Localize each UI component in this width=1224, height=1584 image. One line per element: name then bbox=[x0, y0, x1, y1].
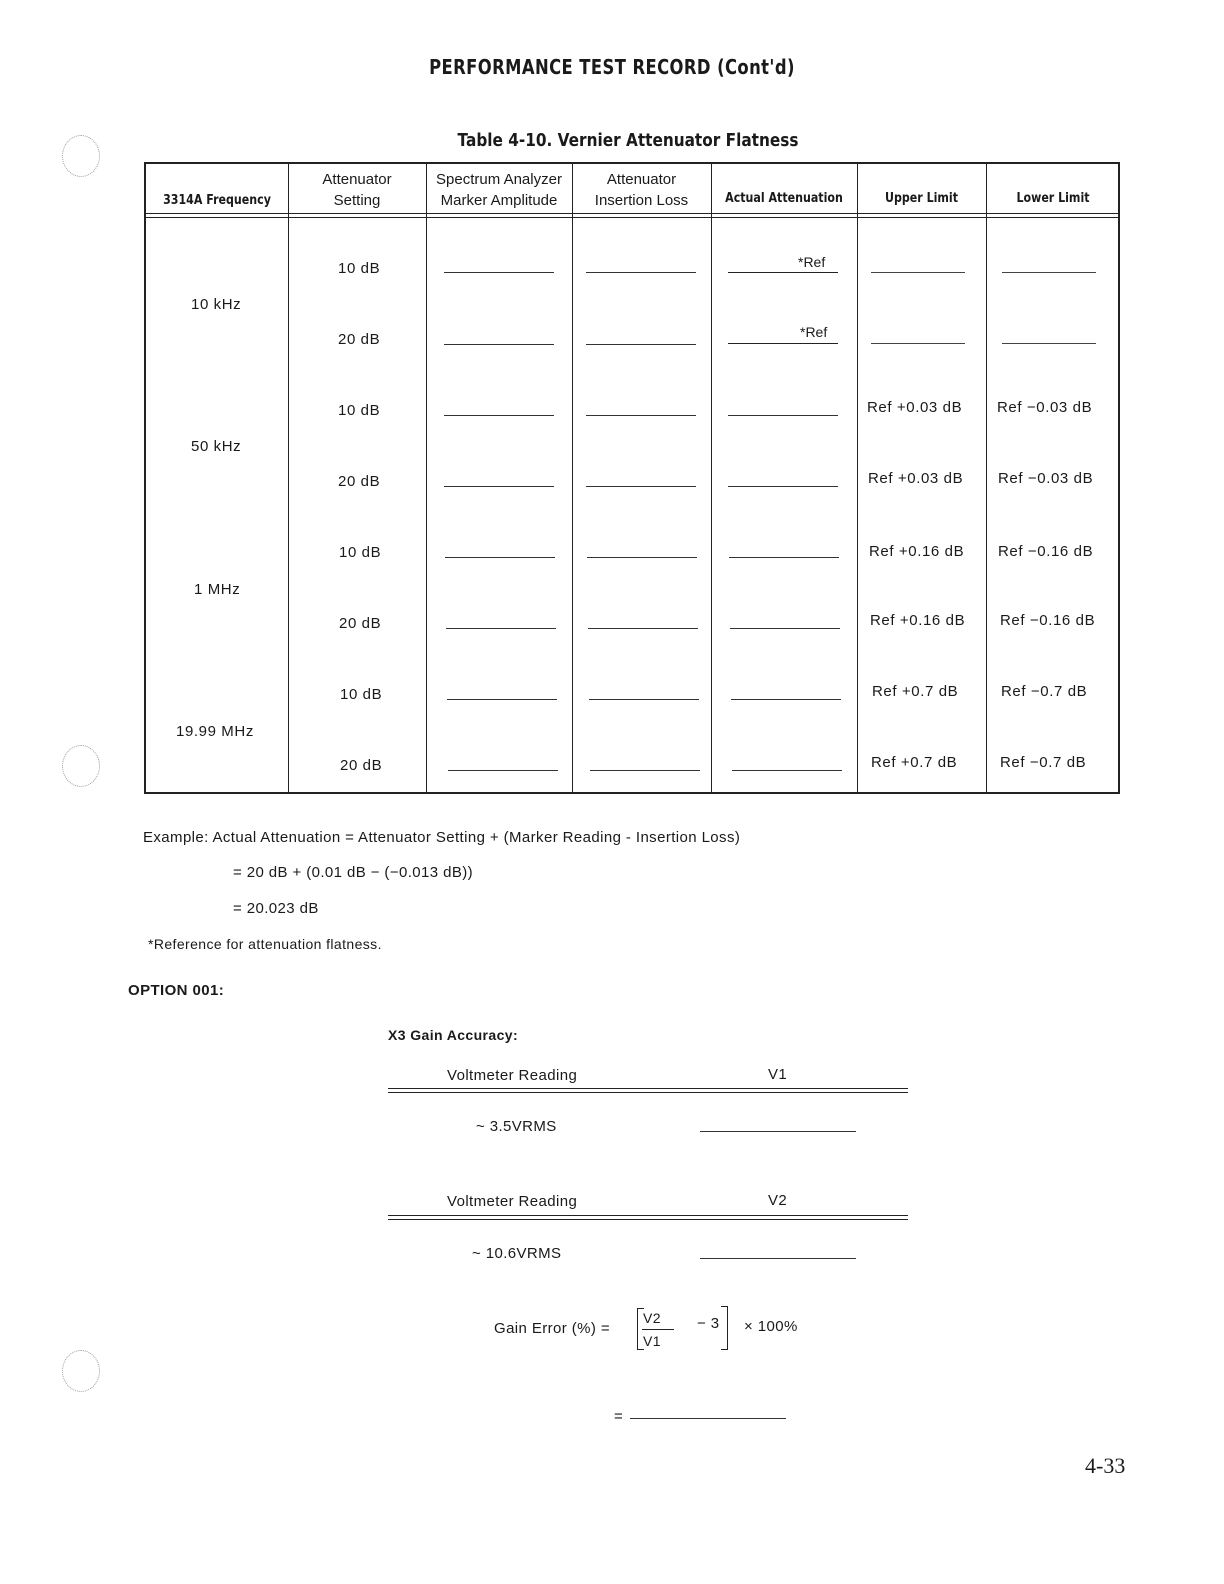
fraction-denominator: V1 bbox=[643, 1333, 661, 1349]
marker-amplitude-blank[interactable] bbox=[447, 699, 557, 700]
insertion-loss-blank[interactable] bbox=[586, 344, 696, 345]
vernier-flatness-table bbox=[144, 162, 1120, 794]
lower-limit-blank[interactable] bbox=[1002, 343, 1096, 344]
marker-amplitude-blank[interactable] bbox=[445, 557, 555, 558]
header-frequency: 3314A Frequency bbox=[163, 192, 271, 208]
frequency-label: 19.99 MHz bbox=[176, 723, 254, 740]
insertion-loss-blank[interactable] bbox=[589, 699, 699, 700]
upper-limit-blank[interactable] bbox=[871, 272, 965, 273]
lower-limit-value: Ref −0.16 dB bbox=[998, 543, 1094, 560]
insertion-loss-blank[interactable] bbox=[586, 415, 696, 416]
example-line: Example: Actual Attenuation = Attenuator Setting + (Marker Reading - Insertion Loss) bbox=[143, 829, 741, 846]
insertion-loss-blank[interactable] bbox=[586, 486, 696, 487]
attenuator-setting: 20 dB bbox=[340, 757, 383, 774]
attenuator-setting: 10 dB bbox=[338, 402, 381, 419]
frequency-label: 50 kHz bbox=[191, 438, 242, 455]
v1-reading: ~ 3.5VRMS bbox=[476, 1118, 557, 1135]
actual-attenuation-blank[interactable] bbox=[732, 770, 842, 771]
lower-limit-blank[interactable] bbox=[1002, 272, 1096, 273]
v2-answer-blank[interactable] bbox=[700, 1258, 856, 1259]
header-attenuator-setting: Attenuator Setting bbox=[322, 171, 392, 209]
binder-hole-middle bbox=[62, 745, 100, 787]
header-lower-limit: Lower Limit bbox=[1016, 190, 1090, 206]
gain-error-answer-blank[interactable] bbox=[630, 1418, 786, 1419]
footnote: *Reference for attenuation flatness. bbox=[148, 936, 382, 952]
fraction-bar bbox=[642, 1329, 674, 1330]
header-marker-amplitude: Spectrum Analyzer Marker Amplitude bbox=[436, 171, 562, 209]
frequency-label: 10 kHz bbox=[191, 296, 242, 313]
insertion-loss-blank[interactable] bbox=[588, 628, 698, 629]
lower-limit-value: Ref −0.16 dB bbox=[1000, 612, 1096, 629]
attenuator-setting: 20 dB bbox=[338, 331, 381, 348]
actual-attenuation-blank[interactable] bbox=[728, 486, 838, 487]
attenuator-setting: 10 dB bbox=[340, 686, 383, 703]
actual-attenuation-ref: *Ref bbox=[800, 324, 828, 340]
insertion-loss-blank[interactable] bbox=[590, 770, 700, 771]
upper-limit-value: Ref +0.7 dB bbox=[871, 754, 958, 771]
page-title: PERFORMANCE TEST RECORD (Cont'd) bbox=[429, 55, 795, 79]
actual-attenuation-blank[interactable] bbox=[728, 343, 838, 344]
header-upper-limit: Upper Limit bbox=[884, 190, 958, 206]
lower-limit-value: Ref −0.7 dB bbox=[1000, 754, 1087, 771]
voltmeter-reading-header: Voltmeter Reading bbox=[447, 1193, 578, 1210]
upper-limit-value: Ref +0.16 dB bbox=[869, 543, 965, 560]
actual-attenuation-blank[interactable] bbox=[728, 272, 838, 273]
actual-attenuation-blank[interactable] bbox=[731, 699, 841, 700]
header-actual-attenuation: Actual Attenuation bbox=[725, 190, 843, 206]
upper-limit-value: Ref +0.16 dB bbox=[870, 612, 966, 629]
table-title: Table 4-10. Vernier Attenuator Flatness bbox=[457, 130, 799, 151]
attenuator-setting: 20 dB bbox=[338, 473, 381, 490]
v1-header-rule bbox=[388, 1088, 908, 1093]
insertion-loss-blank[interactable] bbox=[586, 272, 696, 273]
v2-reading: ~ 10.6VRMS bbox=[472, 1245, 562, 1262]
marker-amplitude-blank[interactable] bbox=[444, 486, 554, 487]
attenuator-setting: 10 dB bbox=[338, 260, 381, 277]
actual-attenuation-blank[interactable] bbox=[730, 628, 840, 629]
v1-header: V1 bbox=[768, 1066, 788, 1083]
voltmeter-reading-header: Voltmeter Reading bbox=[447, 1067, 578, 1084]
upper-limit-value: Ref +0.03 dB bbox=[867, 399, 963, 416]
fraction-numerator: V2 bbox=[643, 1310, 661, 1326]
binder-hole-bottom bbox=[62, 1350, 100, 1392]
lower-limit-value: Ref −0.03 dB bbox=[997, 399, 1093, 416]
attenuator-setting: 10 dB bbox=[339, 544, 382, 561]
gain-error-label: Gain Error (%) = bbox=[494, 1320, 611, 1337]
actual-attenuation-blank[interactable] bbox=[728, 415, 838, 416]
insertion-loss-blank[interactable] bbox=[587, 557, 697, 558]
lower-limit-value: Ref −0.7 dB bbox=[1001, 683, 1088, 700]
example-line: = 20 dB + (0.01 dB − (−0.013 dB)) bbox=[233, 864, 474, 881]
attenuator-setting: 20 dB bbox=[339, 615, 382, 632]
example-line: = 20.023 dB bbox=[233, 900, 319, 917]
formula-subtract: − 3 bbox=[697, 1315, 720, 1332]
marker-amplitude-blank[interactable] bbox=[446, 628, 556, 629]
result-equals: = bbox=[614, 1408, 624, 1425]
upper-limit-value: Ref +0.7 dB bbox=[872, 683, 959, 700]
marker-amplitude-blank[interactable] bbox=[444, 415, 554, 416]
right-bracket bbox=[721, 1306, 728, 1350]
x3-gain-heading: X3 Gain Accuracy: bbox=[388, 1027, 519, 1043]
marker-amplitude-blank[interactable] bbox=[444, 344, 554, 345]
marker-amplitude-blank[interactable] bbox=[448, 770, 558, 771]
v2-header-rule bbox=[388, 1215, 908, 1220]
v1-answer-blank[interactable] bbox=[700, 1131, 856, 1132]
upper-limit-value: Ref +0.03 dB bbox=[868, 470, 964, 487]
actual-attenuation-blank[interactable] bbox=[729, 557, 839, 558]
upper-limit-blank[interactable] bbox=[871, 343, 965, 344]
page-number: 4-33 bbox=[1085, 1453, 1126, 1478]
actual-attenuation-ref: *Ref bbox=[798, 254, 826, 270]
header-insertion-loss: Attenuator Insertion Loss bbox=[594, 171, 689, 209]
marker-amplitude-blank[interactable] bbox=[444, 272, 554, 273]
option-heading: OPTION 001: bbox=[128, 982, 225, 999]
frequency-label: 1 MHz bbox=[194, 581, 241, 598]
formula-multiplier: × 100% bbox=[744, 1318, 798, 1335]
lower-limit-value: Ref −0.03 dB bbox=[998, 470, 1094, 487]
v2-header: V2 bbox=[768, 1192, 788, 1209]
